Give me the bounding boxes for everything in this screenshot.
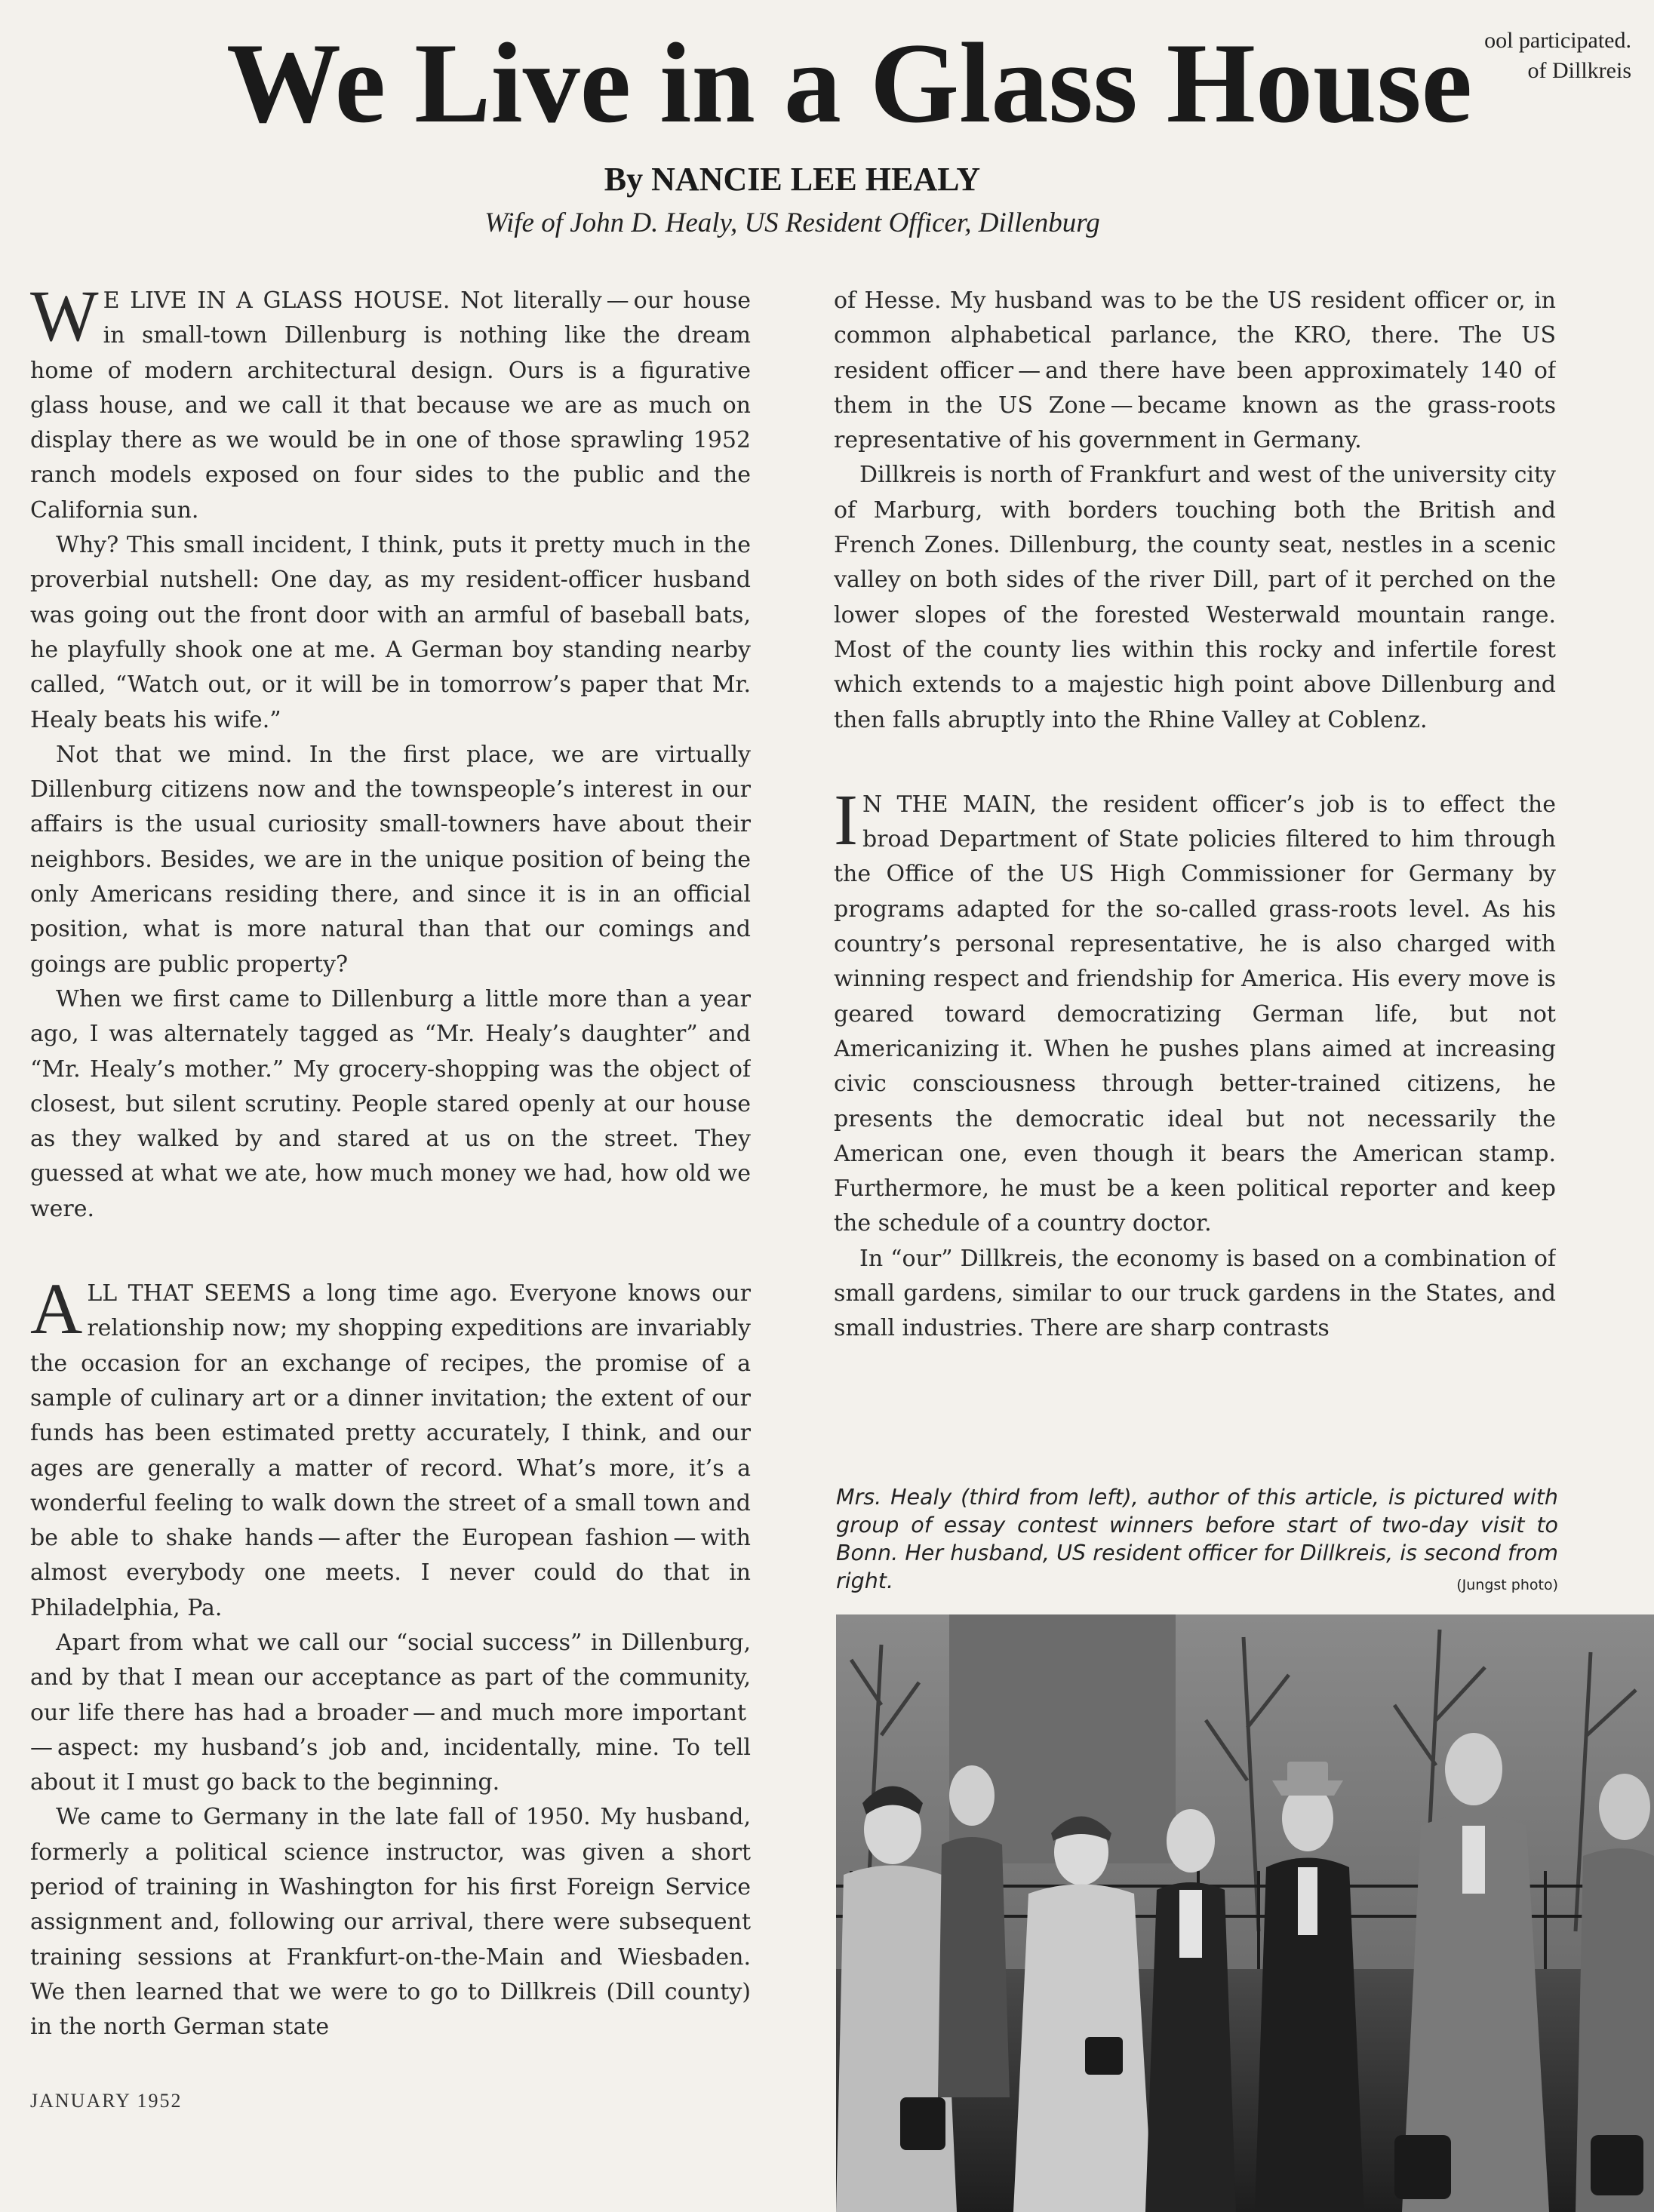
paragraph-11: In “our” Dillkreis, the economy is based on a combination of small gardens, similar to our truck gardens in the States, and small industries. There are sharp contrasts — [834, 1245, 1556, 1342]
paragraph-1 — [30, 284, 751, 528]
paragraph-6: Apart from what we call our “social success” in Dillenburg, and by that I mean our acceptance as part of the community, our life there has had a broader — and much more important — aspect: my husband’s job and, incidentally, mine. To tell about it I must go back to the beginning. — [30, 1629, 751, 1796]
left-column — [30, 284, 751, 2057]
paragraph-7: We came to Germany in the late fall of 1950. My husband, formerly a political science instructor, was given a short period of training in Washington for his first Foreign Service assignment and, following our arrival, there were subsequent training sessions at Frankfurt-on-the-Main and Wiesbaden. We then learned that we were to go to Dillkreis (Dill county) in the north German state — [30, 1804, 751, 2041]
paragraph-9: Dillkreis is north of Frankfurt and west of the university city of Marburg, with borders touching both the British and French Zones. Dillenburg, the county seat, nestles in a scenic valley on both sides of the river Dill, part of it perched on the lower slopes of the forested Westerwald mountain range. Most of the county lies within this rocky and infertile forest which extends to a majestic high point above Dillenburg and then falls abruptly into the Rhine Valley at Coblenz. — [834, 462, 1556, 733]
caption-text: Mrs. Healy (third from left), author of this article, is pictured with group of essay contest winners before start of two-day visit to Bonn. Her husband, US resident officer for Dillkreis, is second from right. — [836, 1485, 1558, 1593]
group-photo — [836, 1614, 1654, 2212]
drop-cap: W — [30, 284, 99, 356]
photo-credit: (Jungst photo) — [1456, 1577, 1558, 1593]
paragraph-text: N THE MAIN, the resident officer’s job is to effect the broad Department of State policies filtered to him through the Office of the US High Commissioner for Germany by programs adapted for the so-called grass-roots level. As his country’s personal representative, he is also charged with winning respect and friendship for America. His every move is geared toward democratizing German life, but not Americanizing it. When he pushes plans aimed at increasing civic consciousness through better-trained citizens, he presents the democratic ideal but not necessarily the American one, even though it bears the American stamp. Furthermore, he must be a keen political reporter and keep the schedule of a country doctor. — [834, 791, 1556, 1237]
group-photo-illustration — [836, 1614, 1654, 2212]
paragraph-text: E LIVE IN A GLASS HOUSE. Not literally — our house in small-town Dillenburg is nothing like the dream home of modern architectural design. Ours is a figurative glass house, and we call it that because we are as much on display there as we would be in one of those sprawling 1952 ranch models exposed on four sides to the public and the California sun. — [30, 287, 751, 524]
corner-line-2: of Dillkreis — [1527, 58, 1631, 83]
photo-caption — [836, 1483, 1558, 1599]
paragraph-5 — [30, 1268, 751, 1626]
paragraph-3: Not that we mind. In the first place, we are virtually Dillenburg citizens now and the townspeople’s interest in our affairs is the usual curiosity small-towners have about their neighbors. Besides, we are in the unique position of being the only Americans residing there, and since it is in an official position, what is more natural than that our comings and goings are public property? — [30, 741, 751, 978]
paragraph-text: LL THAT SEEMS a long time ago. Everyone knows our relationship now; my shopping expeditions are invariably the occasion for an exchange of recipes, the promise of a sample of culinary art or a dinner invitation; the extent of our funds has been estimated pretty accurately, I think, and our ages are generally a matter of record. What’s more, it’s a wonderful feeling to walk down the street of a small town and be able to shake hands — after the European fashion — with almost everybody one meets. I never could do that in Philadelphia, Pa. — [30, 1280, 751, 1621]
paragraph-4: When we first came to Dillenburg a little more than a year ago, I was alternately tagged as “Mr. Healy’s daughter” and “Mr. Healy’s mother.” My grocery-shopping was the object of closest, but silent scrutiny. People stared openly at our house as they walked by and stared at us on the street. They guessed at what we ate, how much money we had, how old we were. — [30, 985, 751, 1222]
paragraph-2: Why? This small incident, I think, puts it pretty much in the proverbial nutshell: One day, as my resident-officer husband was going out the front door with an armful of baseball bats, he playfully shook one at me. A German boy standing nearby called, “Watch out, or it will be in tomorrow’s paper that Mr. Healy beats his wife.” — [30, 532, 751, 733]
drop-cap: I — [834, 779, 858, 860]
paragraph-10 — [834, 779, 1556, 1242]
byline: By NANCIE LEE HEALY — [604, 161, 981, 198]
corner-line-1: ool participated. — [1484, 28, 1631, 53]
drop-cap: A — [30, 1268, 83, 1350]
right-column — [834, 284, 1556, 1445]
article-title: We Live in a Glass House — [226, 20, 1473, 146]
author-affiliation: Wife of John D. Healy, US Resident Officer, Dillenburg — [484, 207, 1100, 238]
corner-fragment — [1484, 26, 1631, 86]
paragraph-8: of Hesse. My husband was to be the US resident officer or, in common alphabetical parlance, the KRO, there. The US resident officer — and there have been approximately 140 of them in the US Zone — became known as the grass-roots representative of his government in Germany. — [834, 287, 1556, 454]
issue-date: JANUARY 1952 — [30, 2090, 183, 2112]
